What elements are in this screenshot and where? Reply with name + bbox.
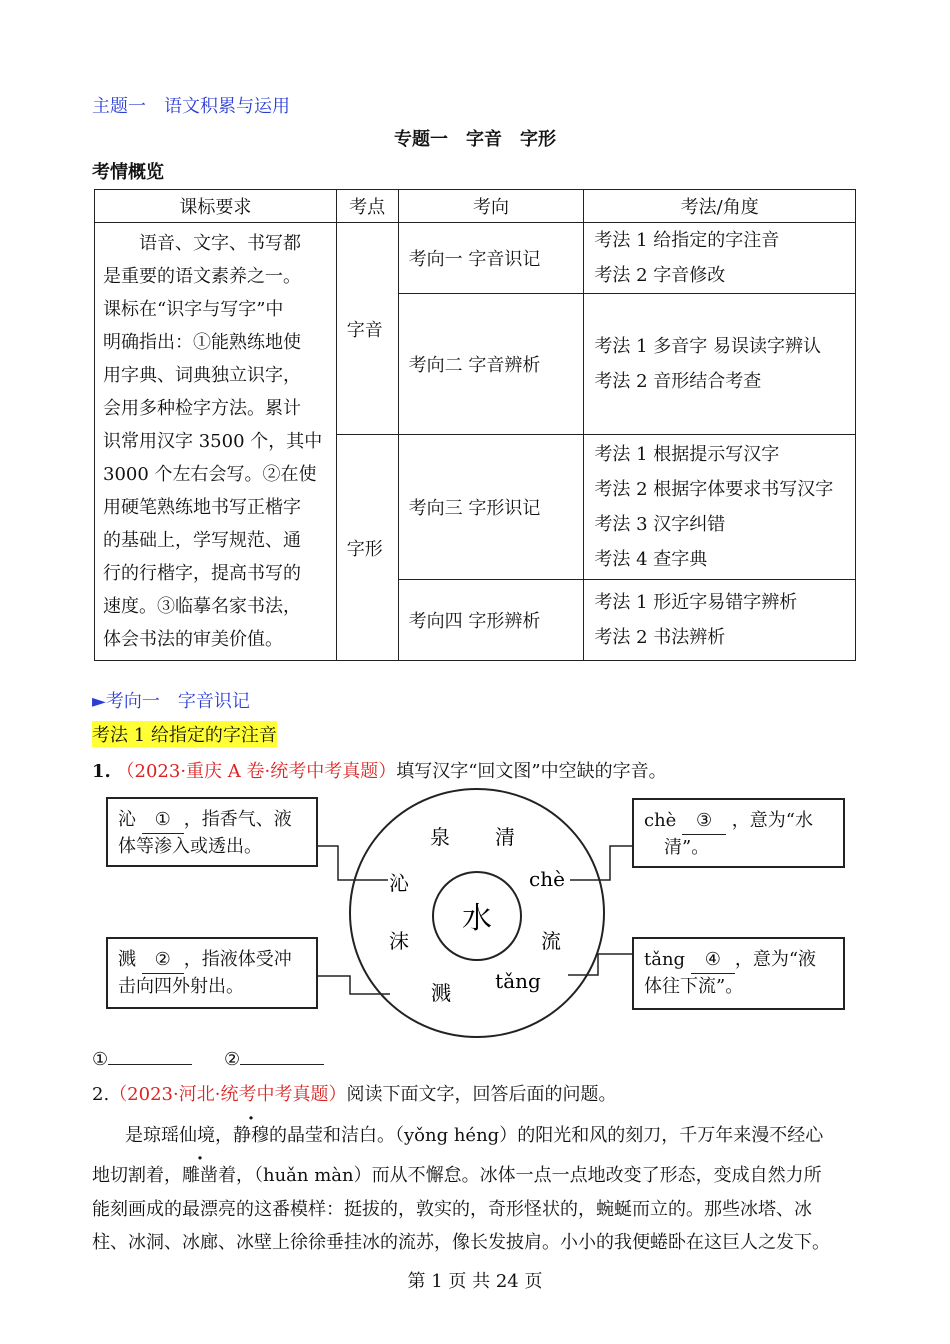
requirement-line: 速度。③临摹名家书法， xyxy=(103,596,301,617)
answer-blank: ② xyxy=(142,947,184,974)
answer-label: ② xyxy=(224,1049,241,1070)
method-item: 考法 2 字音修改 xyxy=(594,265,726,286)
direction-cell: 考向三 字形识记 xyxy=(398,435,584,580)
box-text: 体往下流”。 xyxy=(644,976,744,997)
question-source: （2023·重庆 A 卷·统考中考真题） xyxy=(116,761,397,782)
box-pinyin: tǎng xyxy=(644,949,686,970)
box-char: 沁 xyxy=(118,809,136,830)
requirement-line: 课标在“识字与写字”中 xyxy=(103,299,284,320)
ring-char: 清 xyxy=(495,825,515,849)
requirement-cell xyxy=(95,223,337,661)
box-text: ，指香气、液 xyxy=(183,809,292,830)
method-cell xyxy=(584,223,856,294)
question-source: （2023·河北·统考中考真题） xyxy=(109,1084,347,1105)
theme-heading: 主题一 语文积累与运用 xyxy=(92,96,290,117)
direction-cell: 考向一 字音识记 xyxy=(398,223,584,294)
hint-box-bottom-left xyxy=(106,937,318,1009)
point-cell: 字音 xyxy=(336,223,398,435)
answer-blank[interactable] xyxy=(108,1046,192,1065)
method-item: 考法 2 书法辨析 xyxy=(594,627,726,648)
col-header: 考向 xyxy=(398,190,584,223)
answer-blank[interactable] xyxy=(240,1046,324,1065)
section-title: 考向一 字音识记 xyxy=(105,691,250,712)
dotted-word: 雕凿 xyxy=(182,1165,218,1186)
requirement-line: 体会书法的审美价值。 xyxy=(103,629,283,650)
page-title: 专题一 字音 字形 xyxy=(394,129,556,150)
passage-line xyxy=(92,1161,862,1187)
arrow-icon: ► xyxy=(92,691,106,712)
requirement-line: 用字典、词典独立识字， xyxy=(103,365,301,386)
method-cell xyxy=(584,294,856,435)
box-pinyin: chè xyxy=(644,810,677,831)
answer-line-1[interactable] xyxy=(92,1046,192,1070)
passage-text: 的晶莹和洁白。（yǒng héng）的阳光和风的刻刀，千万年来漫不经心 xyxy=(269,1125,824,1146)
method-heading: 考法 1 给指定的字注音 xyxy=(92,721,277,747)
box-text: 清”。 xyxy=(664,837,710,858)
requirement-line: 是重要的语文素养之一。 xyxy=(103,266,301,287)
answer-blank: ① xyxy=(142,807,184,834)
table-row xyxy=(95,223,856,294)
ring-char: chè xyxy=(529,867,565,891)
box-text: 体等渗入或透出。 xyxy=(118,836,262,857)
ring-char: 沫 xyxy=(389,929,409,953)
hint-box-top-left xyxy=(106,797,318,867)
requirement-line: 3000 个左右会写。②在使 xyxy=(103,464,317,485)
passage-text: 地切割着， xyxy=(92,1165,182,1186)
ring-char: tǎng xyxy=(495,969,541,993)
box-text: ，指液体受冲 xyxy=(183,949,292,970)
direction-cell: 考向二 字音辨析 xyxy=(398,294,584,435)
ring-char: 沁 xyxy=(389,871,409,895)
question-stem: 阅读下面文字，回答后面的问题。 xyxy=(346,1084,617,1105)
method-item: 考法 3 汉字纠错 xyxy=(594,514,726,535)
ring-char: 流 xyxy=(541,929,561,953)
method-item: 考法 2 根据字体要求书写汉字 xyxy=(594,479,834,500)
table-header-row xyxy=(95,190,856,223)
answer-blank: ④ xyxy=(691,947,735,974)
ring-char: 溅 xyxy=(431,981,451,1005)
requirement-line: 语音、文字、书写都 xyxy=(103,233,301,254)
question-number: 1. xyxy=(92,761,111,782)
dotted-word: 静穆 xyxy=(233,1125,269,1146)
question-2 xyxy=(92,1080,616,1106)
passage-line xyxy=(125,1121,865,1147)
passage-text: 是琼瑶仙境， xyxy=(125,1125,233,1146)
direction-cell: 考向四 字形辨析 xyxy=(398,580,584,661)
overview-table xyxy=(94,189,856,661)
box-text: ，意为“水 xyxy=(731,810,813,831)
requirement-line: 行的行楷字，提高书写的 xyxy=(103,563,301,584)
requirement-line: 识常用汉字 3500 个，其中 xyxy=(103,431,323,452)
page-footer: 第 1 页 共 24 页 xyxy=(407,1271,543,1292)
method-item: 考法 2 音形结合考查 xyxy=(594,371,762,392)
box-text: 击向四外射出。 xyxy=(118,976,244,997)
box-char: 溅 xyxy=(118,949,136,970)
question-stem: 填写汉字“回文图”中空缺的字音。 xyxy=(396,761,667,782)
answer-blank: ③ xyxy=(682,808,726,835)
method-item: 考法 4 查字典 xyxy=(594,549,708,570)
box-text: ，意为“液 xyxy=(734,949,817,970)
overview-heading: 考情概览 xyxy=(92,162,164,183)
passage-text: 着，（huǎn màn）而从不懈怠。冰体一点一点地改变了形态，变成自然力所 xyxy=(218,1165,822,1186)
question-number: 2. xyxy=(92,1084,110,1105)
requirement-line: 的基础上，学写规范、通 xyxy=(103,530,301,551)
center-char: 水 xyxy=(462,901,492,936)
answer-line-2[interactable] xyxy=(224,1046,324,1070)
method-item: 考法 1 根据提示写汉字 xyxy=(594,444,780,465)
method-item: 考法 1 形近字易错字辨析 xyxy=(594,592,798,613)
passage-line: 能刻画成的最漂亮的这番模样：挺拔的，敦实的，奇形怪状的，蜿蜒而立的。那些冰塔、冰 xyxy=(92,1199,812,1220)
answer-label: ① xyxy=(92,1049,109,1070)
method-cell xyxy=(584,435,856,580)
hint-box-bottom-right xyxy=(632,937,845,1010)
requirement-line: 会用多种检字方法。累计 xyxy=(103,398,301,419)
section-heading xyxy=(92,687,250,713)
col-header: 考法/角度 xyxy=(584,190,856,223)
requirement-line: 明确指出：①能熟练地使 xyxy=(103,332,301,353)
point-cell: 字形 xyxy=(336,435,398,661)
method-cell xyxy=(584,580,856,661)
hint-box-top-right xyxy=(632,798,845,868)
passage-line: 柱、冰洞、冰廊、冰壁上徐徐垂挂冰的流苏，像长发披肩。小小的我便蜷卧在这巨人之发下。 xyxy=(92,1232,830,1253)
ring-char: 泉 xyxy=(430,825,450,849)
col-header: 考点 xyxy=(336,190,398,223)
method-item: 考法 1 给指定的字注音 xyxy=(594,230,780,251)
method-item: 考法 1 多音字 易误读字辨认 xyxy=(594,336,821,357)
requirement-line: 用硬笔熟练地书写正楷字 xyxy=(103,497,301,518)
col-header: 课标要求 xyxy=(95,190,337,223)
